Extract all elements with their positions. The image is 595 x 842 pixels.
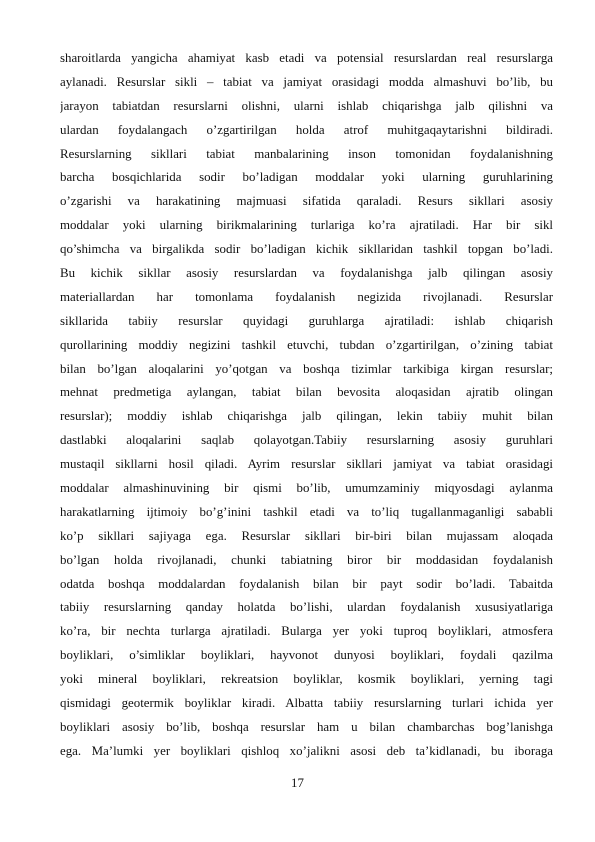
body-text [60,47,553,764]
text-line: ko’ra, bir nechta turlarga ajratiladi. Bularga yer yoki tuproq boyliklari, atmosfera [60,624,553,639]
text-line: mustaqil sikllarni hosil qiladi. Ayrim resurslar sikllari jamiyat va tabiat orasidagi [60,457,553,472]
text-line: ulardan foydalangach o’zgartirilgan holda atrof muhitgaqaytarishni bildiradi. [60,122,553,137]
text-line: bilan bo’lgan aloqalarini yo’qotgan va boshqa tizimlar tarkibiga kirgan resurslar; [60,361,553,376]
text-line: boyliklari, o’simliklar boyliklari, hayvonot dunyosi boyliklari, foydali qazilma [60,648,553,663]
text-line: Bu kichik sikllar asosiy resurslardan va foydalanishga jalb qilingan asosiy [60,266,553,281]
text-line: ko’p sikllari sajiyaga ega. Resurslar sikllari bir-biri bilan mujassam aloqada [60,528,553,543]
text-line: yoki mineral boyliklari, rekreatsion boyliklar, kosmik boyliklari, yerning tagi [60,672,553,687]
text-line: materiallardan har tomonlama foydalanish negizida rivojlanadi. Resurslar [60,289,553,304]
text-line: bo’lgan holda rivojlanadi, chunki tabiatning biror bir moddasidan foydalanish [60,552,553,567]
text-line: mehnat predmetiga aylangan, tabiat bilan bevosita aloqasidan ajratib olingan [60,385,553,400]
text-line: tabiiy resurslarning qanday holatda bo’lishi, ulardan foydalanish xususiyatlariga [60,600,553,615]
text-line: qurollarining moddiy negizini tashkil etuvchi, tubdan o’zgartirilgan, o’zining tabiat [60,337,553,352]
text-line: boyliklari asosiy bo’lib, boshqa resurslar ham u bilan chambarchas bog’lanishga [60,719,553,734]
text-line: resurslar); moddiy ishlab chiqarishga jalb qilingan, lekin tabiiy muhit bilan [60,409,553,424]
text-line: qismidagi geotermik boyliklar kiradi. Albatta tabiiy resurslarning turlari ichida yer [60,696,553,711]
text-line: o’zgarishi va harakatining majmuasi sifatida qaraladi. Resurs sikllari asosiy [60,194,553,209]
page-number: 17 [291,776,304,790]
text-line: sharoitlarda yangicha ahamiyat kasb etadi va potensial resurslardan real resurslarga [60,51,553,65]
text-line: ega. Ma’lumki yer boyliklari qishloq xo’jalikni asosi deb ta’kidlanadi, bu iboraga [60,743,553,758]
text-line: moddalar yoki ularning birikmalarining turlariga ko’ra ajratiladi. Har bir sikl [60,218,553,233]
text-line: Resurslarning sikllari tabiat manbalarining inson tomonidan foydalanishning [60,146,553,161]
text-line: qo’shimcha va birgalikda sodir bo’ladigan kichik sikllaridan tashkil topgan bo’ladi. [60,242,553,257]
text-line: dastlabki aloqalarini saqlab qolayotgan.Tabiiy resurslarning asosiy guruhlari [60,433,553,448]
text-line: aylanadi. Resurslar sikli – tabiat va jamiyat orasidagi modda almashuvi bo’lib, bu [60,74,553,89]
text-line: jarayon tabiatdan resurslarni olishni, ularni ishlab chiqarishga jalb qilishni va [60,98,553,113]
text-line: harakatlarning ijtimoiy bo’g’inini tashkil etadi va to’liq tugallanmaganligi sababli [60,504,553,519]
text-line: moddalar almashinuvining bir qismi bo’lib, umumzaminiy miqyosdagi aylanma [60,481,553,496]
text-line: odatda boshqa moddalardan foydalanish bilan bir payt sodir bo’ladi. Tabaitda [60,576,553,591]
text-line: barcha bosqichlarida sodir bo’ladigan moddalar yoki ularning guruhlarining [60,170,553,185]
text-line: sikllarida tabiiy resurslar quyidagi guruhlarga ajratiladi: ishlab chiqarish [60,313,553,328]
